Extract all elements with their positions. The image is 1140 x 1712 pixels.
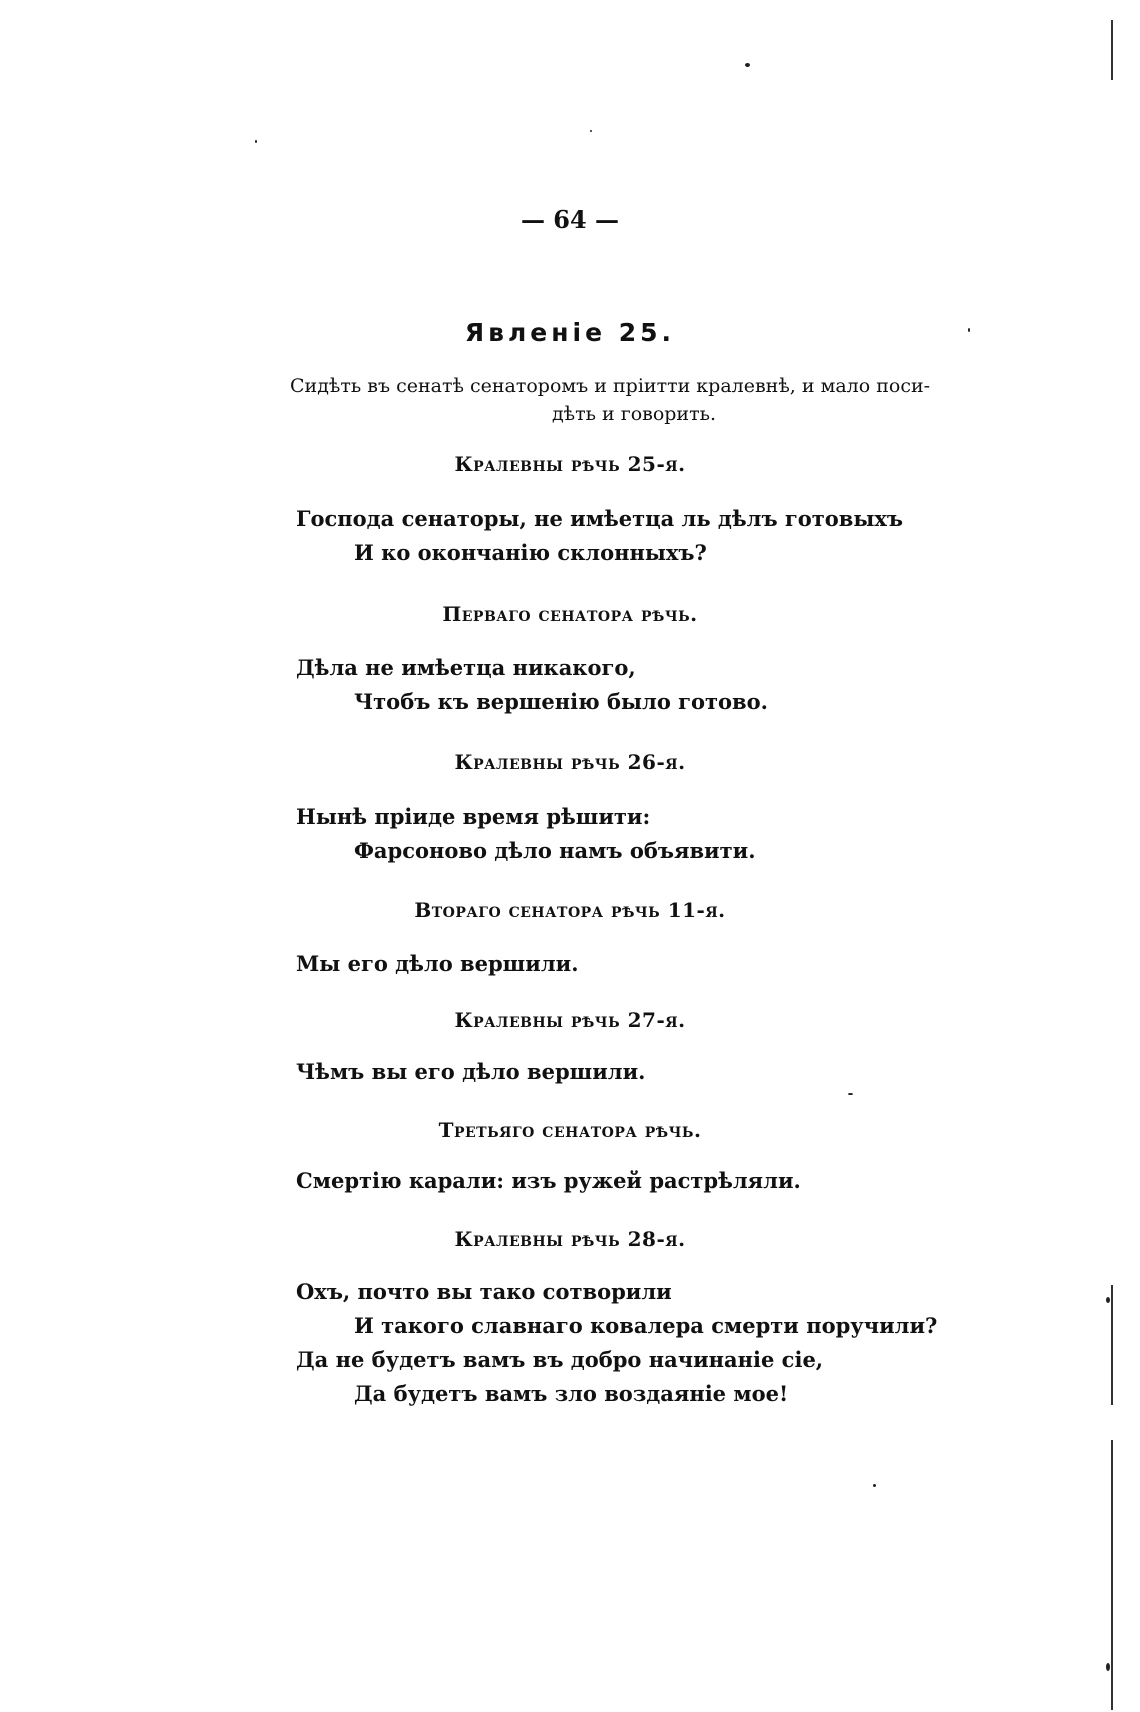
verse-line: И такого славнаго ковалера смерти поручили?: [354, 1313, 938, 1338]
scan-speck: [255, 140, 257, 143]
speaker-heading: Кралевны рѣчь 26-я.: [454, 750, 686, 774]
speaker-heading: Втораго сенатора рѣчь 11-я.: [414, 898, 726, 922]
verse-line: Охъ, почто вы тако сотворили: [296, 1279, 672, 1304]
verse-line: Да будетъ вамъ зло воздаяніе мое!: [354, 1381, 789, 1406]
scan-speck: [1106, 1663, 1110, 1671]
speaker-heading: Кралевны рѣчь 25-я.: [454, 452, 686, 476]
stage-direction-line-1: Сидѣть въ сенатѣ сенаторомъ и пріитти кралевнѣ, и мало поси-: [290, 375, 931, 397]
verse-line: Да не будетъ вамъ въ добро начинаніе сіе,: [296, 1347, 824, 1372]
speaker-heading: Перваго сенатора рѣчь.: [442, 602, 698, 626]
scan-edge-line: [1111, 1440, 1113, 1710]
verse-line: Господа сенаторы, не имѣетца ль дѣлъ готовыхъ: [296, 506, 904, 531]
scan-edge-line: [1111, 1285, 1113, 1405]
verse-line: Смертію карали: изъ ружей растрѣляли.: [296, 1168, 801, 1193]
verse-line: Нынѣ пріиде время рѣшити:: [296, 804, 651, 829]
scan-speck: [590, 130, 592, 132]
scan-speck: [968, 328, 970, 332]
scan-speck: [848, 1093, 853, 1095]
verse-line: Чѣмъ вы его дѣло вершили.: [296, 1059, 646, 1084]
scan-speck: [873, 1484, 876, 1487]
verse-line: И ко окончанію склонныхъ?: [354, 540, 707, 565]
stage-direction: [290, 372, 978, 428]
verse-line: Фарсоново дѣло намъ объявити.: [354, 838, 756, 863]
verse-line: Мы его дѣло вершили.: [296, 951, 579, 976]
scan-speck: [745, 63, 750, 67]
scan-edge-line: [1111, 20, 1113, 80]
page-number: — 64 —: [520, 205, 620, 234]
speaker-heading: Кралевны рѣчь 28-я.: [454, 1227, 686, 1251]
speaker-heading: Кралевны рѣчь 27-я.: [454, 1008, 686, 1032]
scene-title: Явленіе 25.: [464, 318, 676, 347]
verse-line: Дѣла не имѣетца никакого,: [296, 655, 636, 680]
verse-line: Чтобъ къ вершенію было готово.: [354, 689, 768, 714]
scan-speck: [1106, 1297, 1110, 1303]
speaker-heading: Третьяго сенатора рѣчь.: [438, 1118, 702, 1142]
stage-direction-line-2: дѣть и говорить.: [551, 403, 716, 425]
